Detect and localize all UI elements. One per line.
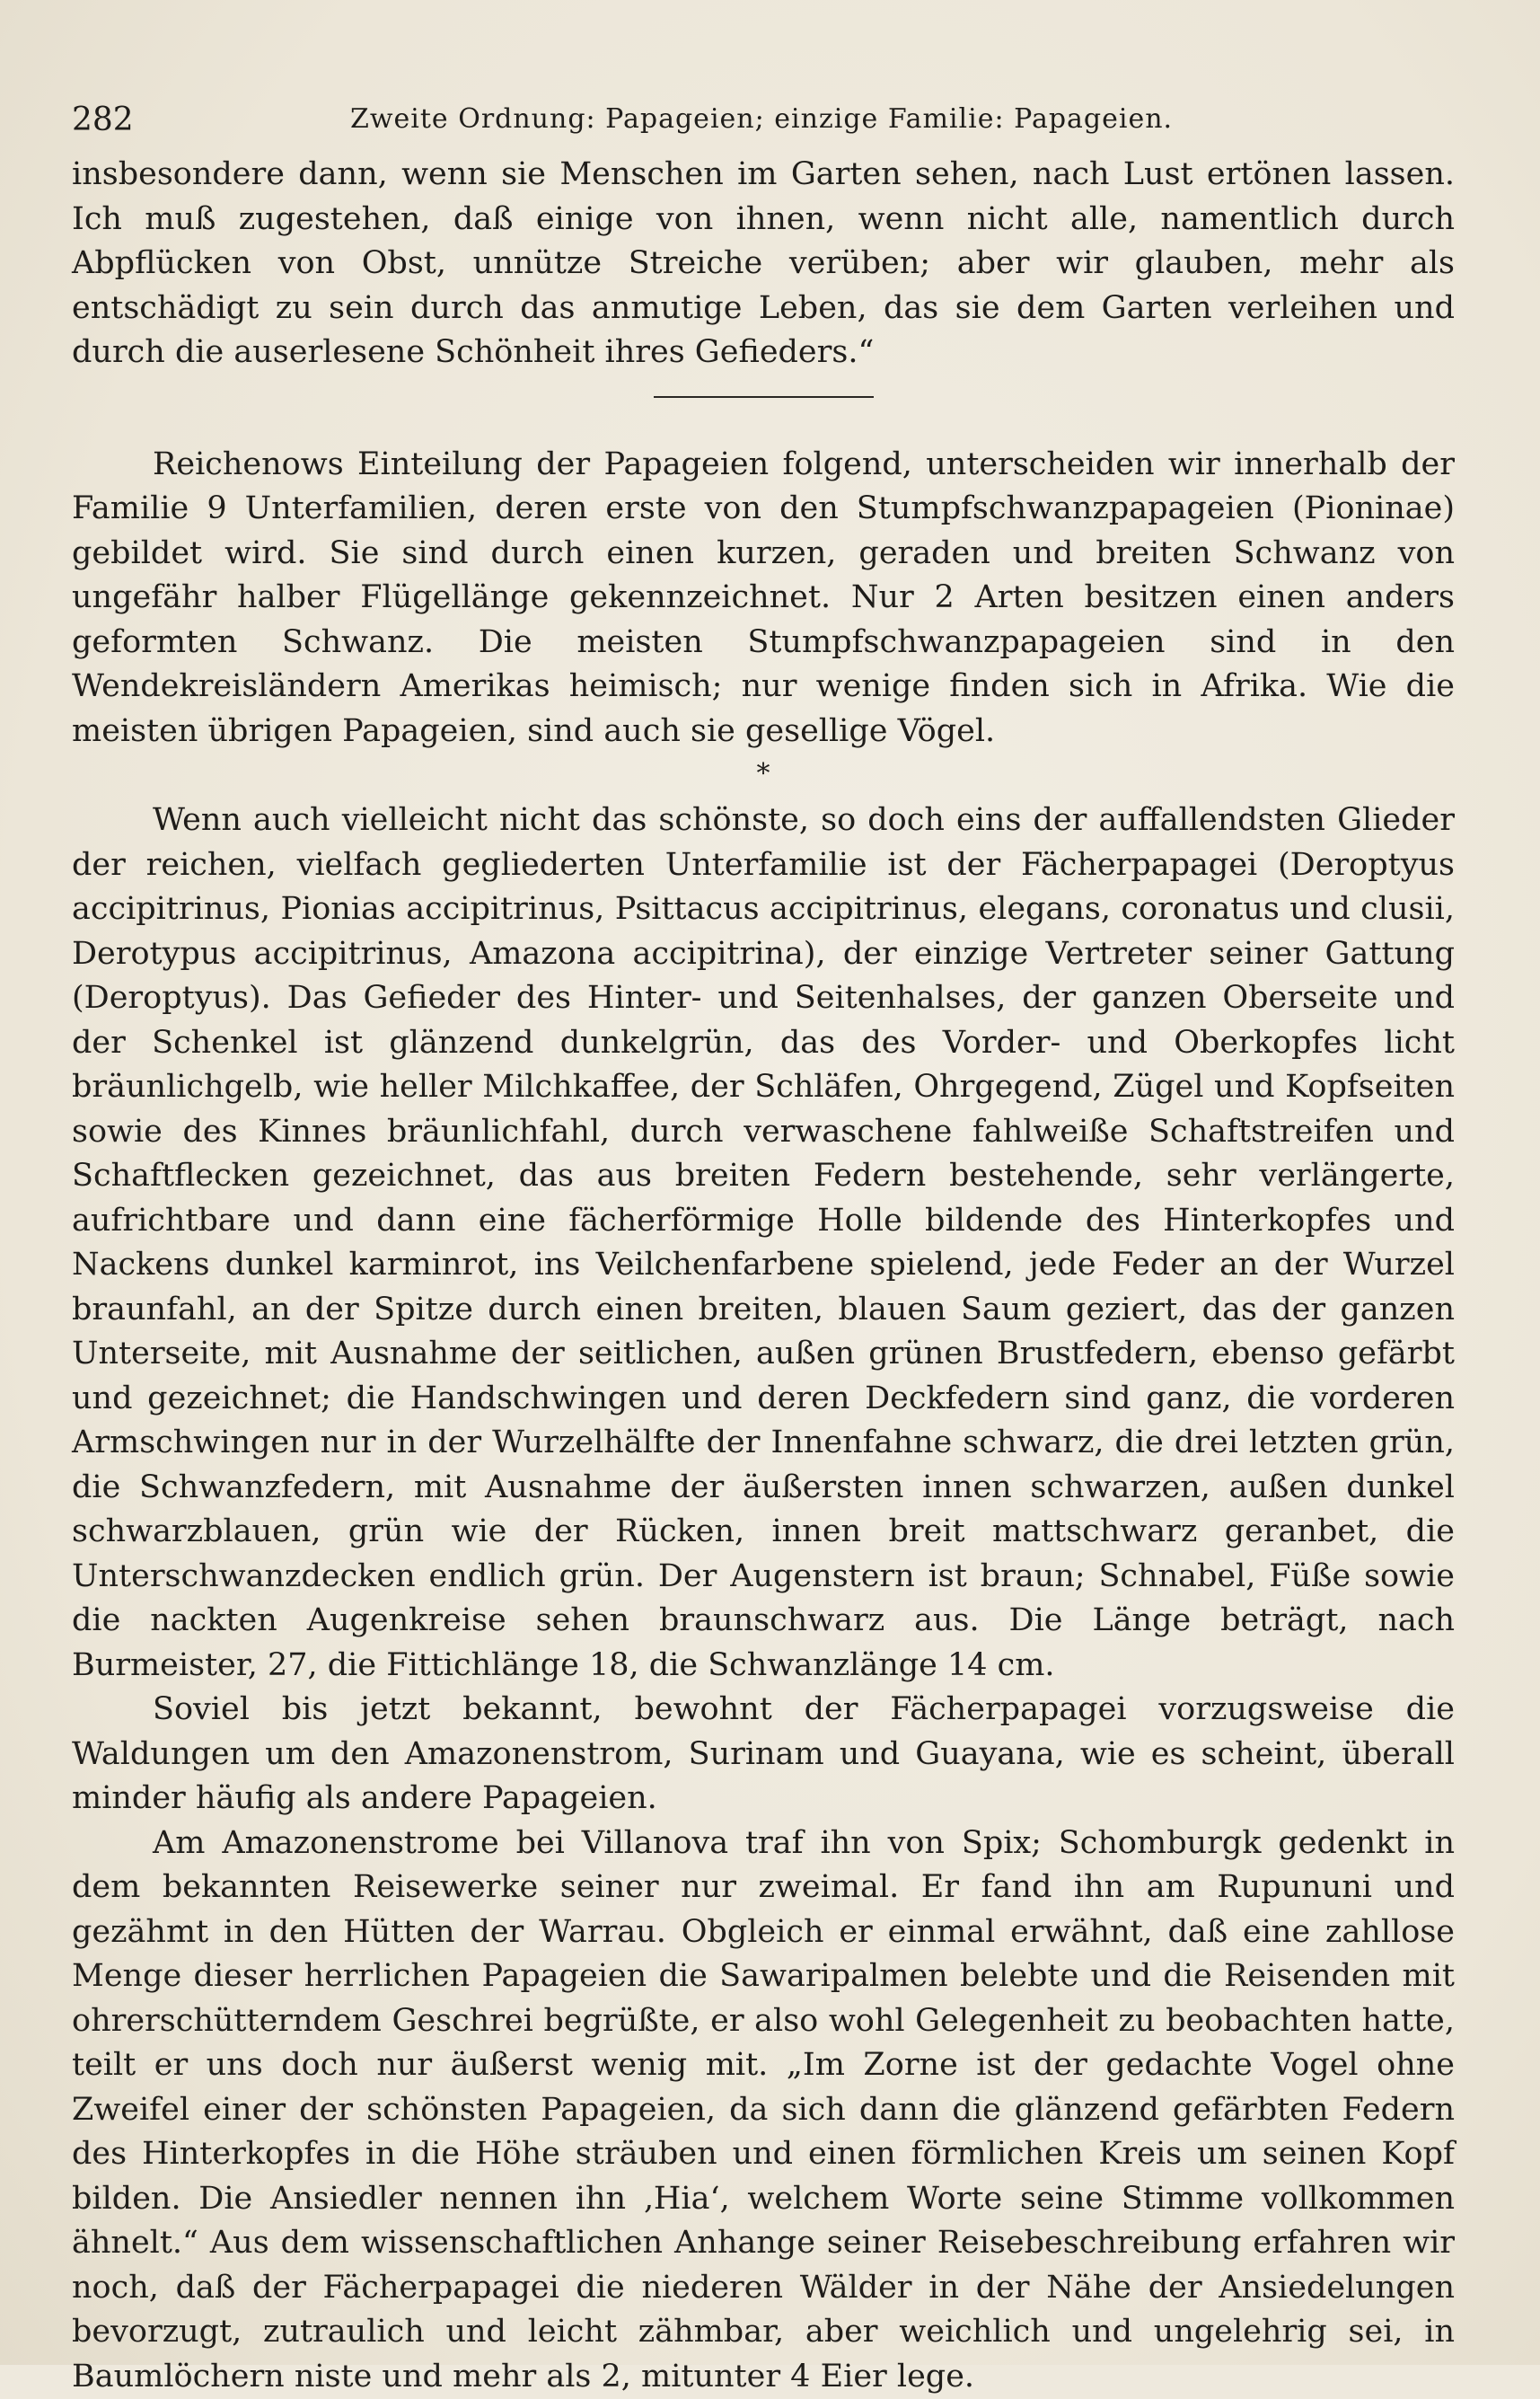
running-title: Zweite Ordnung: Papageien; einzige Familie: Papageien. [350,103,1173,135]
page-header [72,94,1473,139]
paragraph-reichenow: Reichenows Einteilung der Papageien folgend, unterscheiden wir innerhalb der Familie 9 Unterfamilien, deren erste von den Stumpfschwanzpapageien (Pioninae) gebildet wird. Sie sind durch einen kurzen, geraden und breiten Schwanz von ungefähr halber Flügellänge gekennzeichnet. Nur 2 Arten besitzen einen anders geformten Schwanz. Die meisten Stumpfschwanzpapageien sind in den Wendekreisländern Amerikas heimisch; nur wenige finden sich in Afrika. Wie die meisten übrigen Papageien, sind auch sie gesellige Vögel. [72,443,1455,754]
paragraph-continuation: insbesondere dann, wenn sie Menschen im Garten sehen, nach Lust ertönen lassen. Ich muß zugestehen, daß einige von ihnen, wenn nicht alle, namentlich durch Abpflücken von Obst, unnütze Streiche verüben; aber wir glauben, mehr als entschädigt zu sein durch das anmutige Leben, das sie dem Garten verleihen und durch die auserlesene Schönheit ihres Gefieders.“ [72,153,1455,375]
paragraph-description: Wenn auch vielleicht nicht das schönste, so doch eins der auffallendsten Glieder der reichen, vielfach gegliederten Unterfamilie ist der Fächerpapagei (Deroptyus accipitrinus, Pionias accipitrinus, Psittacus accipitrinus, elegans, coronatus und clusii, Derotypus accipitrinus, Amazona accipitrina), der einzige Vertreter seiner Gattung (Deroptyus). Das Gefieder des Hinter- und Seitenhalses, der ganzen Oberseite und der Schenkel ist glänzend dunkelgrün, das des Vorder- und Oberkopfes licht bräunlichgelb, wie heller Milchkaffee, der Schläfen, Ohrgegend, Zügel und Kopfseiten sowie des Kinnes bräunlichfahl, durch verwaschene fahlweiße Schaftstreifen und Schaftflecken gezeichnet, das aus breiten Federn bestehende, sehr verlängerte, aufrichtbare und dann eine fächerförmige Holle bildende des Hinterkopfes und Nackens dunkel karminrot, ins Veilchenfarbene spielend, jede Feder an der Wurzel braunfahl, an der Spitze durch einen breiten, blauen Saum geziert, das der ganzen Unterseite, mit Ausnahme der seitlichen, außen grünen Brustfedern, ebenso gefärbt und gezeichnet; die Handschwingen und deren Deckfedern sind ganz, die vorderen Armschwingen nur in der Wurzelhälfte der Innenfahne schwarz, die drei letzten grün, die Schwanzfedern, mit Ausnahme der äußersten innen schwarzen, außen dunkel schwarzblauen, grün wie der Rücken, innen breit mattschwarz geranbet, die Unterschwanzdecken endlich grün. Der Augenstern ist braun; Schnabel, Füße sowie die nackten Augenkreise sehen braunschwarz aus. Die Länge beträgt, nach Burmeister, 27, die Fittichlänge 18, die Schwanzlänge 14 cm. [72,798,1455,1688]
page-number: 282 [72,101,134,138]
paragraph-distribution: Soviel bis jetzt bekannt, bewohnt der Fächerpapagei vorzugsweise die Waldungen um den Amazonenstrom, Surinam und Guayana, wie es scheint, überall minder häufig als andere Papageien. [72,1688,1455,1821]
body-text [72,153,1455,2399]
section-divider [654,396,874,398]
asterisk-separator: * [72,761,1455,788]
paragraph-observations: Am Amazonenstrome bei Villanova traf ihn von Spix; Schomburgk gedenkt in dem bekannten Reisewerke seiner nur zweimal. Er fand ihn am Rupununi und gezähmt in den Hütten der Warrau. Obgleich er einmal erwähnt, daß eine zahllose Menge dieser herrlichen Papageien die Sawaripalmen belebte und die Reisenden mit ohrerschütterndem Geschrei begrüßte, er also wohl Gelegenheit zu beobachten hatte, teilt er uns doch nur äußerst wenig mit. „Im Zorne ist der gedachte Vogel ohne Zweifel einer der schönsten Papageien, da sich dann die glänzend gefärbten Federn des Hinterkopfes in die Höhe sträuben und einen förmlichen Kreis um seinen Kopf bilden. Die Ansiedler nennen ihn ‚Hia‘, welchem Worte seine Stimme vollkommen ähnelt.“ Aus dem wissenschaftlichen Anhange seiner Reisebeschreibung erfahren wir noch, daß der Fächerpapagei die niederen Wälder in der Nähe der Ansiedelungen bevorzugt, zutraulich und leicht zähmbar, aber weichlich und ungelehrig sei, in Baumlöchern niste und mehr als 2, mitunter 4 Eier lege. [72,1821,1455,2399]
